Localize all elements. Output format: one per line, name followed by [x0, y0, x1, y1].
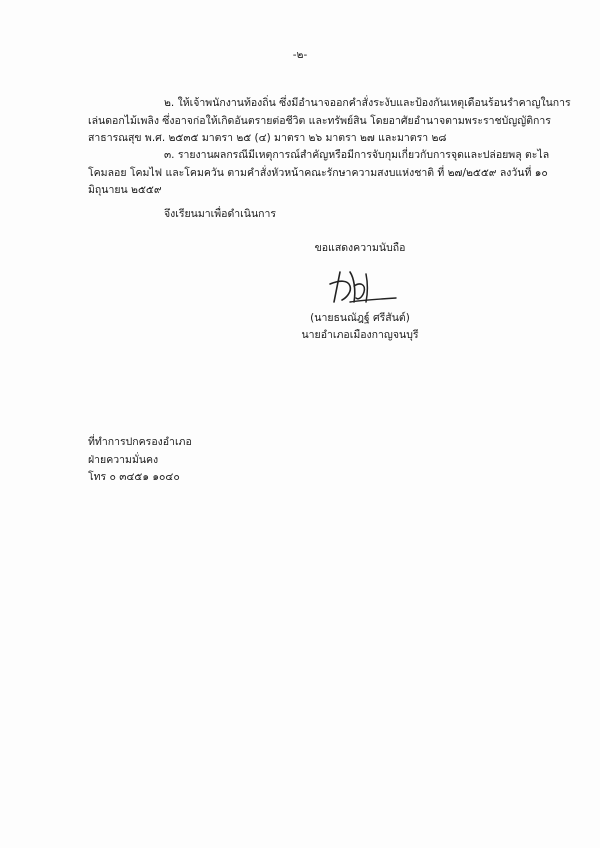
paragraph-item-2 — [88, 95, 571, 148]
page-number: -๒- — [292, 49, 308, 61]
paragraph-item-3 — [88, 147, 568, 200]
paragraph-line: ๒. ให้เจ้าพนักงานท้องถิ่น ซึ่งมีอำนาจออกคำสั่งระงับและป้องกันเหตุเดือนร้อนรำคาญในการ — [164, 97, 571, 109]
office-contact — [88, 434, 192, 487]
paragraph-line: สาธารณสุข พ.ศ. ๒๕๓๕ มาตรา ๒๕ (๔) มาตรา ๒๖ มาตรา ๒๗ และมาตรา ๒๘ — [88, 132, 447, 144]
signer-name: (นายธนณัฎฐ์ ศรีสันต์) — [310, 312, 410, 324]
paragraph-line: ๓. รายงานผลกรณีมีเหตุการณ์สำคัญหรือมีการจับกุมเกี่ยวกับการจุดและปล่อยพลุ ตะไล — [164, 149, 550, 161]
handwritten-signature — [320, 262, 400, 308]
paragraph-line: โคมลอย โคมไฟ และโคมควัน ตามคำสั่งหัวหน้าคณะรักษาความสงบแห่งชาติ ที่ ๒๗/๒๕๕๙ ลงวันที่ ๑๐ — [88, 166, 548, 179]
signature-block — [280, 239, 440, 344]
office-section: ฝ่ายความมั่นคง — [88, 453, 159, 466]
paragraph-line: เล่นดอกไม้เพลิง ซึ่งอาจก่อให้เกิดอันตรายต่อชีวิต และทรัพย์สิน โดยอาศัยอำนาจตามพระราชบัญญัติการ — [88, 114, 551, 127]
office-name: ที่ทำการปกครองอำเภอ — [88, 436, 192, 448]
signer-position: นายอำเภอเมืองกาญจนบุรี — [301, 329, 419, 341]
office-phone: โทร ๐ ๓๔๕๑ ๑๐๔๐ — [88, 471, 180, 483]
closing-respect: ขอแสดงความนับถือ — [314, 242, 406, 254]
closing-line: จึงเรียนมาเพื่อดำเนินการ — [164, 208, 277, 220]
paragraph-line: มิถุนายน ๒๕๕๙ — [88, 184, 162, 196]
